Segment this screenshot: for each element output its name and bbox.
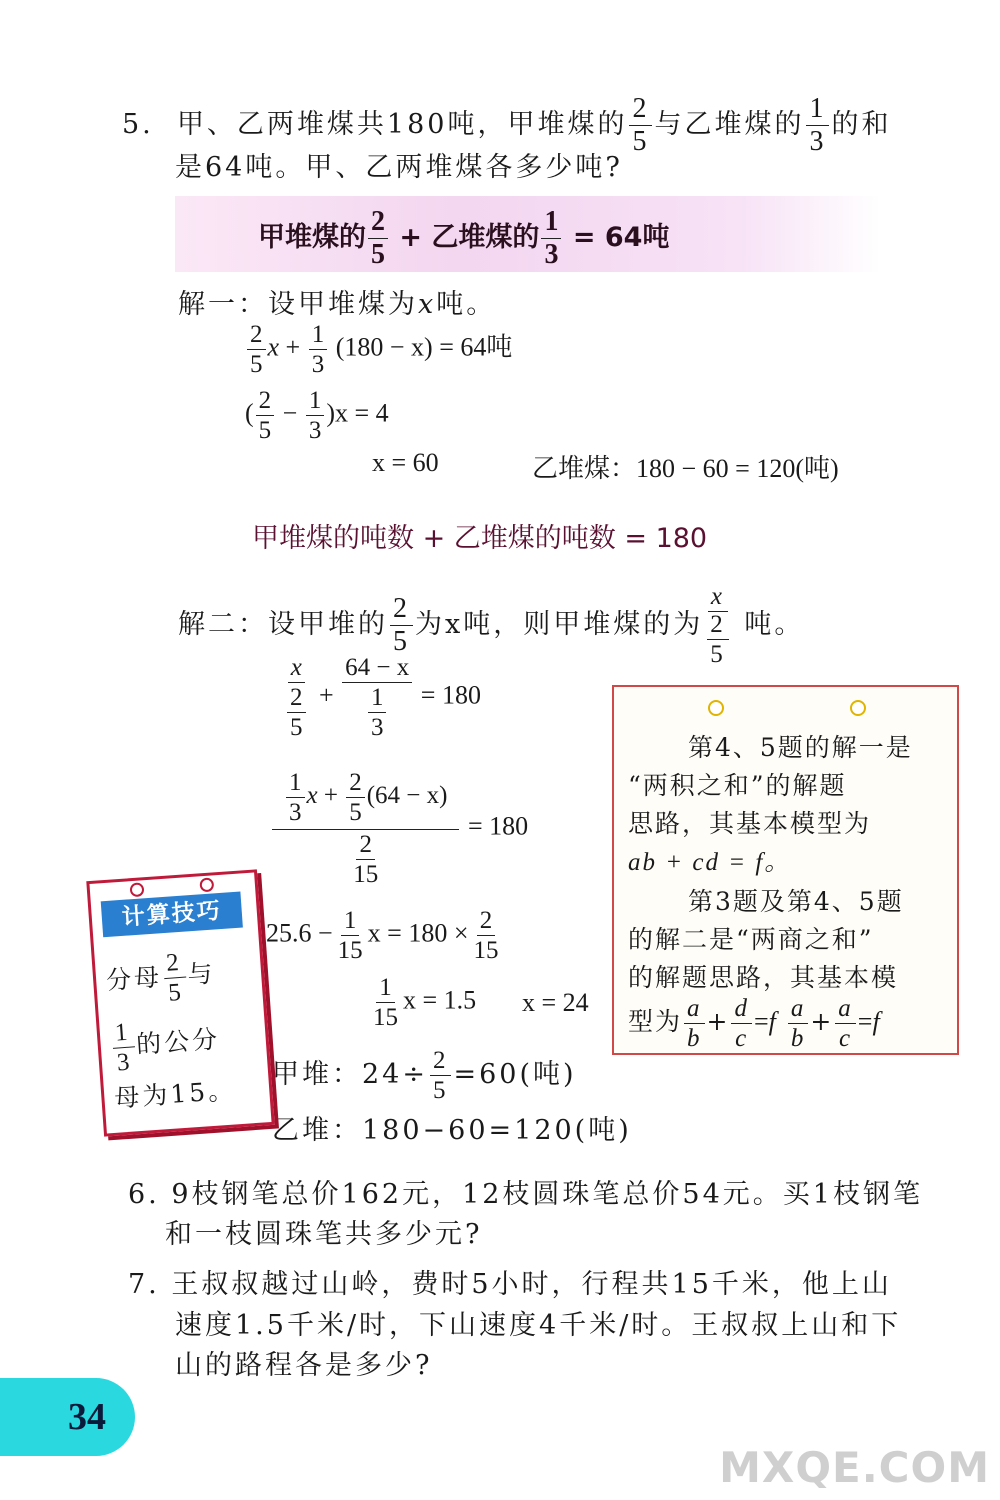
ring-icon: [850, 700, 866, 716]
solution-1-equation-2: ( $\frac{2}{5}$ − $\frac{1}{3}$ )x = 4: [245, 387, 389, 444]
ring-icon: [199, 877, 214, 892]
tip-text: 思路，其基本模型为: [628, 809, 872, 838]
problem-7-line-2: 速度1.5千米/时，下山速度4千米/时。王叔叔上山和下: [175, 1310, 902, 1341]
fraction: $\frac{2}{5}$: [368, 208, 388, 269]
tip-text: 第3题及第4、5题: [688, 887, 904, 916]
calc-tip-card: [86, 869, 274, 1136]
solution-2-label: 解二：设甲堆的 $\frac{2}{5}$ 为x吨，则甲堆煤的为 $\frac{x}{\frac{2}{5}}$ 吨。: [178, 583, 805, 668]
solution-2-equation-4b: x = 24: [522, 988, 589, 1017]
problem-7-line-1: 7. 王叔叔越过山岭，费时5小时，行程共15千米，他上山: [128, 1269, 892, 1300]
problem-text: 甲、乙两堆煤共180吨，甲堆煤的: [176, 109, 628, 140]
solution-2-equation-2: $\frac{1}{3}$ x + $\frac{2}{5}$ (64 − x) $\frac{2}{15}$ = 180: [270, 770, 528, 887]
calc-tip-line-3: 母为15。: [113, 1075, 238, 1113]
solution-2-equation-1: $\frac{x}{\frac{2}{5}}$ + $\frac{64 - x}{\frac{1}{3}}$ = 180: [280, 655, 481, 740]
tip-formula: ab + cd = f。: [628, 849, 792, 876]
problem-6-line-2: 和一枝圆珠笔共多少元?: [165, 1219, 483, 1250]
calc-tip-title: 计算技巧: [101, 892, 243, 938]
page-number: 34: [68, 1396, 106, 1438]
problem-7-line-3: 山的路程各是多少?: [175, 1350, 433, 1381]
watermark: MXQE.COM: [719, 1443, 990, 1492]
solution-2-equation-3: 25.6 − $\frac{1}{15}$ x = 180 × $\frac{2}{15}$: [266, 907, 499, 964]
tip-text: 的解二是“两商之和”: [628, 925, 874, 954]
formula-banner-text: 甲堆煤的 $\frac{2}{5}$ + 乙堆煤的 $\frac{1}{3}$ = 64吨: [258, 206, 670, 270]
solution-2-answer-2: 乙堆：180−60=120(吨): [272, 1115, 632, 1146]
solution-1-equation-1: $\frac{2}{5}$ x + $\frac{1}{3}$ (180 − x) = 64吨: [245, 322, 512, 377]
tip-text: 的解题思路，其基本模: [628, 963, 899, 992]
fraction: $\frac{2}{5}$: [629, 95, 652, 156]
solution-2-equation-4: $\frac{1}{15}$ x = 1.5: [373, 974, 477, 1031]
tip-text: “两积之和”的解题: [628, 771, 847, 800]
calc-tip-line-2: $\frac{1}{3}$ 的公分: [109, 1013, 222, 1076]
solution-1-result: x = 60: [372, 448, 439, 477]
fraction: $\frac{1}{3}$: [806, 95, 829, 156]
solution-2-answer-1: 甲堆：24÷ $\frac{2}{5}$ =60(吨): [272, 1047, 577, 1104]
problem-6-line-1: 6. 9枝钢笔总价162元，12枝圆珠笔总价54元。买1枝钢笔: [128, 1179, 923, 1210]
solution-1-answer: 乙堆煤：180 − 60 = 120(吨): [532, 454, 839, 483]
problem-text: 与乙堆煤的: [654, 109, 805, 140]
problem-5-line-2: 是64吨。甲、乙两堆煤各多少吨?: [175, 152, 623, 183]
tip-formula-2: 型为 $\frac{a}{b}$ + $\frac{d}{c}$ =f $\frac{a}{b}$ + $\frac{a}{c}$ =f: [628, 995, 880, 1052]
fraction: $\frac{1}{3}$: [541, 208, 561, 269]
ring-icon: [708, 700, 724, 716]
solution-1-label: 解一：设甲堆煤为x吨。: [178, 289, 497, 320]
formula-2: 甲堆煤的吨数 + 乙堆煤的吨数 = 180: [252, 523, 708, 554]
problem-text: 的和: [831, 109, 892, 140]
tip-text: 第4、5题的解一是: [688, 733, 913, 762]
problem-number: 5.: [122, 109, 154, 140]
calc-tip-line-1: 分母 $\frac{2}{5}$ 与: [105, 948, 217, 1007]
ring-icon: [130, 882, 145, 897]
